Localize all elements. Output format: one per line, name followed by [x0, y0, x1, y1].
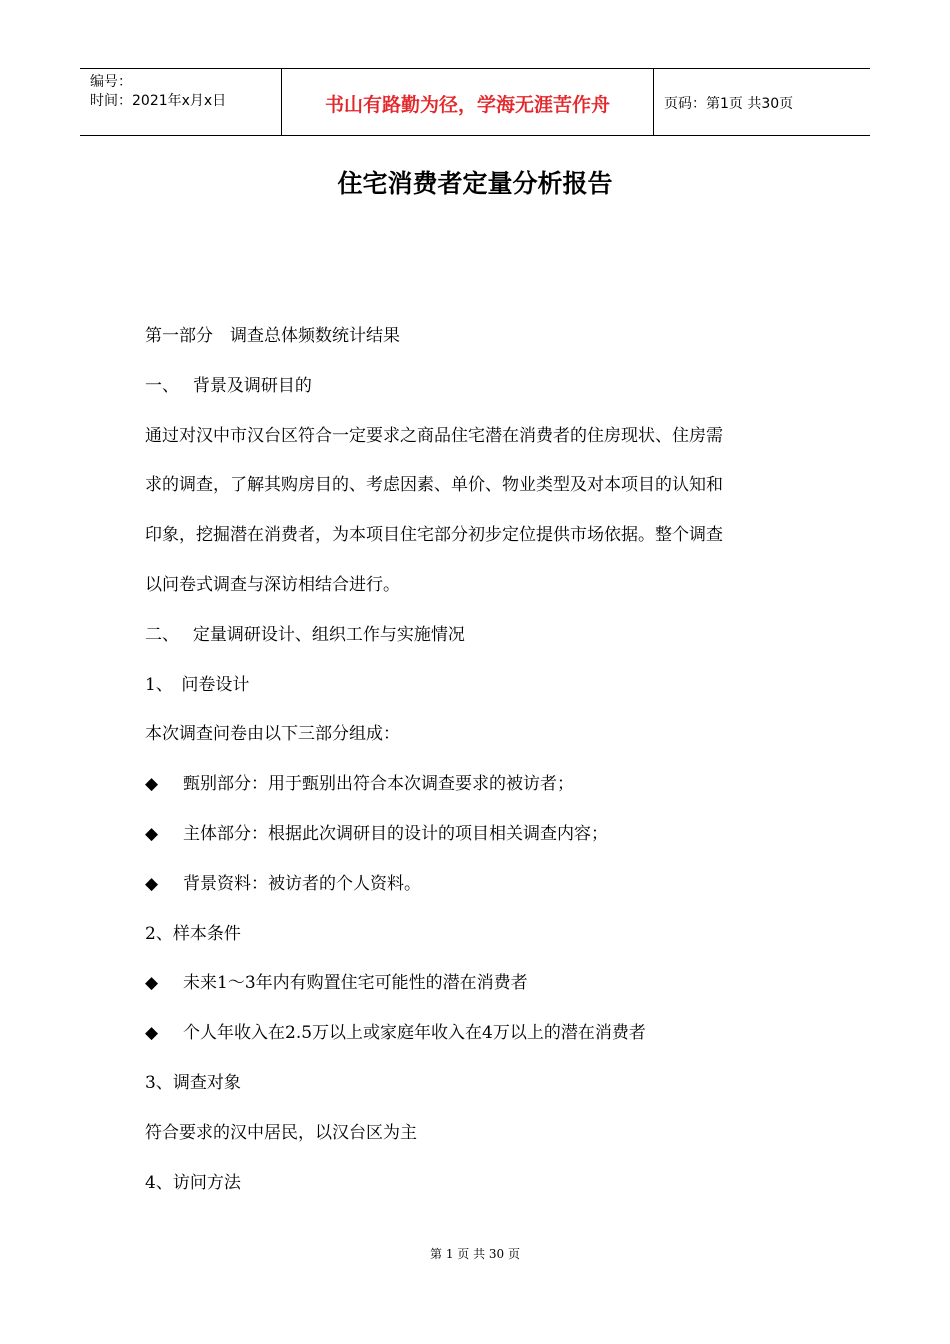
section-heading-design: 二、 定量调研设计、组织工作与实施情况 [145, 624, 465, 645]
bullet-text: 甄别部分：用于甄别出符合本次调查要求的被访者； [183, 774, 574, 795]
bullet-item [145, 1018, 815, 1068]
diamond-bullet-icon: ◆ [145, 973, 159, 994]
bullet-text: 未来1～3年内有购置住宅可能性的潜在消费者 [183, 973, 528, 994]
diamond-bullet-icon: ◆ [145, 1023, 159, 1044]
paragraph-line: 印象，挖掘潜在消费者，为本项目住宅部分初步定位提供市场依据。整个调查 [145, 525, 723, 546]
paragraph-line: 以问卷式调查与深访相结合进行。 [145, 574, 400, 595]
subheading-questionnaire: 1、 问卷设计 [145, 674, 250, 695]
bullet-item [145, 869, 815, 919]
document-body [145, 321, 815, 1217]
page-info: 页码：第1页 共30页 [664, 96, 794, 112]
document-title: 住宅消费者定量分析报告 [337, 169, 613, 198]
page-footer: 第 1 页 共 30 页 [430, 1247, 520, 1261]
header-slogan-cell [282, 69, 654, 135]
diamond-bullet-icon: ◆ [145, 873, 159, 894]
subheading-interview-method: 4、访问方法 [145, 1172, 241, 1193]
bullet-item [145, 968, 815, 1018]
header-page-cell [654, 69, 870, 135]
slogan-text: 书山有路勤为径，学海无涯苦作舟 [324, 94, 610, 116]
bullet-item [145, 819, 815, 869]
header-meta-cell [80, 69, 282, 135]
paragraph-line: 符合要求的汉中居民，以汉台区为主 [145, 1122, 417, 1143]
bullet-text: 主体部分：根据此次调研目的设计的项目相关调查内容； [183, 823, 608, 844]
serial-number-label: 编号： [90, 74, 132, 90]
bullet-text: 个人年收入在2.5万以上或家庭年收入在4万以上的潜在消费者 [183, 1023, 646, 1044]
subheading-sample-conditions: 2、样本条件 [145, 923, 241, 944]
subheading-survey-target: 3、调查对象 [145, 1072, 241, 1093]
paragraph-line: 本次调查问卷由以下三部分组成： [145, 724, 400, 745]
section-heading-background: 一、 背景及调研目的 [145, 375, 312, 396]
document-header [80, 68, 870, 136]
diamond-bullet-icon: ◆ [145, 823, 159, 844]
part-heading: 第一部分 调查总体频数统计结果 [145, 326, 400, 346]
bullet-text: 背景资料：被访者的个人资料。 [183, 873, 421, 894]
bullet-item [145, 769, 815, 819]
paragraph-line: 求的调查，了解其购房目的、考虑因素、单价、物业类型及对本项目的认知和 [145, 475, 723, 496]
date-line: 时间：2021年x月x日 [90, 93, 227, 109]
diamond-bullet-icon: ◆ [145, 774, 159, 795]
paragraph-line: 通过对汉中市汉台区符合一定要求之商品住宅潜在消费者的住房现状、住房需 [145, 425, 723, 446]
